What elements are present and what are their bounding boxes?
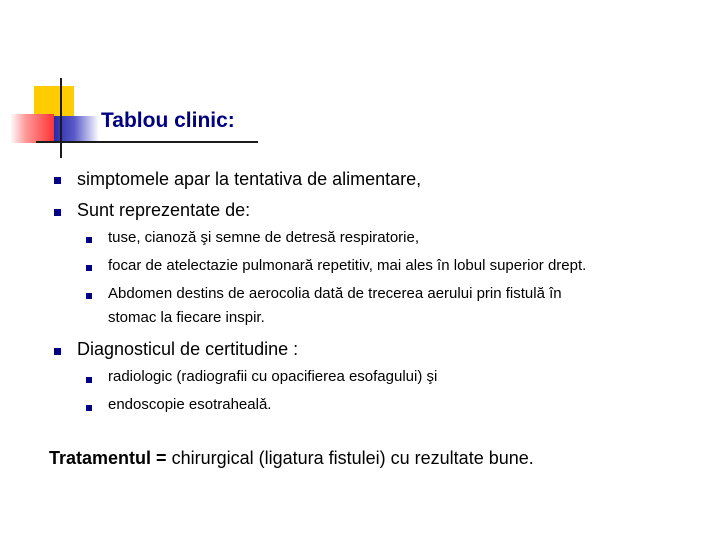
- list-item-cough: tuse, cianoză şi semne de detresă respiratorie,: [108, 229, 419, 246]
- bullet-icon: [86, 405, 92, 411]
- treatment-text: chirurgical (ligatura fistulei) cu rezultate bune.: [171, 448, 534, 468]
- bullet-icon: [86, 377, 92, 383]
- title-decoration-vertical-line: [60, 78, 62, 158]
- bullet-icon: [86, 265, 92, 271]
- list-item-radiologic: radiologic (radiografii cu opacifierea esofagului) şi: [108, 368, 438, 385]
- list-item-diagnosis: Diagnosticul de certitudine :: [77, 339, 299, 359]
- list-item-symptoms: simptomele apar la tentativa de alimentare,: [77, 169, 422, 189]
- title-underline: [36, 141, 258, 143]
- treatment-label: Tratamentul: [49, 448, 152, 468]
- treatment-equals: =: [156, 448, 167, 468]
- list-item-abdomen-line1: Abdomen destins de aerocolia dată de trecerea aerului prin fistulă în: [108, 285, 562, 302]
- list-item-represented-by: Sunt reprezentate de:: [77, 200, 251, 220]
- list-item-endoscopy: endoscopie esotrahealǎ.: [108, 396, 272, 413]
- title-decoration-red-bar: [10, 114, 54, 143]
- bullet-icon: [54, 348, 61, 355]
- slide-title: Tablou clinic:: [101, 109, 235, 132]
- treatment-line: [49, 448, 534, 469]
- list-item-abdomen-line2: stomac la fiecare inspir.: [108, 309, 265, 326]
- bullet-icon: [54, 209, 61, 216]
- bullet-icon: [86, 237, 92, 243]
- bullet-icon: [86, 293, 92, 299]
- list-item-atelectasis: focar de atelectazie pulmonară repetitiv, mai ales în lobul superior drept.: [108, 257, 587, 274]
- bullet-icon: [54, 177, 61, 184]
